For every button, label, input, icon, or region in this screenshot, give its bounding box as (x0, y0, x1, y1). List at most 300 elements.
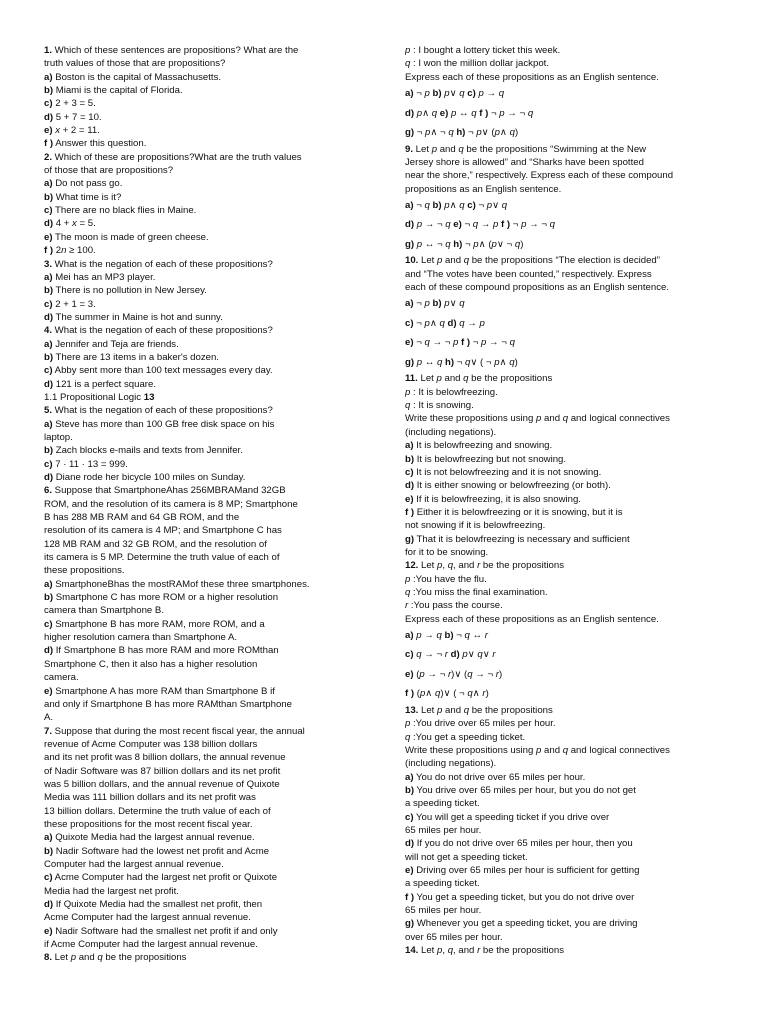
text-run: ¬ (470, 337, 482, 349)
text-run: of Nadir Software was 87 billion dollars and its net profit (44, 765, 281, 777)
text-run: and “The votes have been counted,” respectively. Express (405, 268, 652, 280)
text-line (405, 235, 735, 255)
text-line (44, 791, 364, 804)
item-label: 13. (405, 704, 419, 716)
math-variable: p (405, 386, 411, 398)
text-run: )∨ ( ¬ (440, 688, 468, 700)
item-label: g) (405, 238, 415, 250)
text-line (405, 626, 735, 646)
math-variable: q (447, 560, 454, 572)
text-run: There is no pollution in New Jersey. (53, 285, 207, 297)
text-run: ¬ (413, 337, 425, 349)
text-line (44, 57, 364, 70)
text-run: over 65 miles per hour. (405, 931, 503, 943)
math-variable: q (405, 731, 411, 743)
text-line (405, 506, 735, 519)
item-label: b) (44, 285, 54, 297)
text-run: Zach blocks e-mails and texts from Jennifer. (53, 445, 243, 457)
text-run: Driving over 65 miles per hour is sufficient for getting (413, 865, 640, 877)
text-run: , (442, 560, 448, 572)
text-run: → ¬ (422, 219, 446, 231)
text-run: The moon is made of green cheese. (52, 231, 209, 243)
text-line (44, 698, 364, 711)
text-line (44, 338, 364, 351)
text-line (405, 399, 735, 412)
item-label: g) (405, 356, 415, 368)
item-label: c) (44, 458, 53, 470)
text-run: ↔ ¬ (422, 238, 446, 250)
item-label: e) (405, 668, 414, 680)
text-run: Suppose that SmartphoneAhas 256MBRAMand 32GB (52, 485, 286, 497)
math-variable: q (431, 107, 438, 119)
text-run: Which of these are propositions?What are the truth values (52, 151, 302, 163)
text-run: be the propositions (102, 952, 187, 964)
text-run: was 5 billion dollars, and the annual revenue of Quixote (44, 778, 280, 790)
text-line (405, 84, 735, 104)
math-variable: q (509, 337, 515, 349)
text-run: Acme Computer had the largest annual revenue. (44, 912, 251, 924)
text-run: camera. (44, 672, 79, 684)
text-run: ∨ ¬ (496, 238, 515, 250)
item-label: b) (405, 453, 415, 465)
item-label: 6. (44, 485, 53, 497)
text-run: ¬ (453, 629, 465, 641)
text-line (44, 685, 364, 698)
text-line (405, 268, 735, 281)
text-line (44, 751, 364, 764)
text-run: ¬ (488, 107, 500, 119)
text-run: Let (418, 560, 438, 572)
text-run: 2 + 3 = 5. (52, 98, 96, 110)
text-run: 5 + 7 = 10. (53, 111, 102, 123)
text-run: 1.1 Propositional Logic (44, 391, 144, 403)
text-run: There are 13 items in a baker's dozen. (53, 351, 219, 363)
text-run: ∨ ( (481, 127, 495, 139)
text-run: these propositions for the most recent fiscal year. (44, 818, 253, 830)
item-label: d) (44, 899, 54, 910)
item-label: b) (429, 298, 442, 310)
item-label: d) (405, 838, 415, 850)
text-run: → ¬ (526, 219, 550, 231)
text-run: :You get a speeding ticket. (410, 731, 526, 743)
text-run: : It is snowing. (410, 400, 474, 412)
text-run: Media was 111 billion dollars and its net profit was (44, 792, 256, 804)
math-variable: p (437, 255, 443, 267)
text-run: ( (413, 668, 420, 680)
math-variable: r (495, 668, 499, 680)
text-run: Boston is the capital of Massachusetts. (52, 71, 222, 83)
text-line (405, 196, 735, 216)
text-line (44, 217, 364, 230)
text-line (405, 586, 735, 599)
text-line (405, 891, 735, 904)
item-label: h) (442, 356, 455, 368)
math-variable: q (459, 298, 465, 310)
math-variable: q (477, 649, 483, 661)
text-run: : I bought a lottery ticket this week. (410, 45, 561, 56)
item-label: h) (450, 238, 463, 250)
text-line (405, 811, 735, 824)
math-variable: q (463, 373, 469, 385)
math-variable: r (482, 688, 486, 700)
math-variable: q (562, 745, 569, 756)
text-run: be the propositions “The election is decided” (469, 255, 660, 267)
text-line (44, 738, 364, 751)
text-run: ∨ (449, 88, 460, 100)
math-variable: p (499, 107, 505, 119)
item-label: d) (44, 111, 54, 123)
item-label: d) (405, 219, 415, 231)
text-line (44, 258, 364, 271)
math-variable: p (481, 337, 487, 349)
math-variable: p (536, 413, 542, 425)
item-label: e) (450, 219, 462, 231)
text-line (44, 818, 364, 831)
text-run: ¬ (413, 199, 425, 211)
text-run: → ¬ (424, 668, 448, 680)
text-line (44, 244, 364, 257)
text-line (44, 938, 364, 951)
item-label: e) (44, 125, 53, 137)
text-line (44, 551, 364, 564)
item-label: e) (405, 337, 414, 349)
text-run: ∧ ¬ (430, 127, 449, 139)
item-label: c) (464, 88, 476, 100)
text-run: Media had the largest net profit. (44, 885, 179, 897)
math-variable: p (494, 127, 500, 139)
math-variable: r (477, 945, 481, 957)
text-line (405, 372, 735, 385)
math-variable: q (445, 238, 451, 250)
text-line (44, 458, 364, 471)
item-label: 4. (44, 325, 53, 337)
item-label: c) (405, 317, 414, 329)
math-variable: x (72, 218, 77, 230)
text-run: Quixote Media had the largest annual revenue. (52, 832, 255, 844)
text-run: SmartphoneBhas the mostRAMof these three smartphones. (52, 578, 310, 590)
item-label: 10. (405, 255, 419, 267)
text-run: Abby sent more than 100 text messages every day. (52, 365, 273, 377)
text-run: What is the negation of each of these propositions? (52, 325, 273, 337)
text-line (44, 404, 364, 417)
item-label: a) (405, 199, 414, 211)
text-line (405, 917, 735, 930)
text-run: A. (44, 712, 54, 724)
item-label: d) (44, 378, 54, 390)
text-line (405, 57, 735, 70)
math-variable: q (405, 400, 411, 412)
text-run: be the propositions (469, 704, 553, 716)
item-label: c) (405, 466, 414, 478)
item-label: c) (44, 872, 53, 884)
math-variable: p (416, 238, 423, 250)
text-line (405, 613, 735, 626)
text-line (44, 177, 364, 190)
math-variable: p (476, 127, 482, 139)
text-run: near the shore,” respectively. Express each of these compound (405, 170, 674, 182)
text-line (405, 333, 735, 353)
text-line (44, 858, 364, 871)
text-run: Acme Computer had the largest net profit or Quixote (52, 872, 278, 884)
text-run: )∨ ( (451, 668, 468, 680)
math-variable: q (424, 199, 430, 211)
text-run: ∧ ( (478, 238, 492, 250)
text-run: ∨ ( ¬ (470, 356, 495, 368)
text-run: ¬ (413, 88, 425, 100)
text-run: for it to be snowing. (405, 546, 489, 558)
text-run: ∧ (472, 688, 483, 700)
text-run: What is the negation of each of these propositions? (52, 405, 273, 417)
text-run: be the propositions (468, 373, 553, 385)
math-variable: p (424, 298, 430, 310)
text-run: not snowing if it is belowfreezing. (405, 520, 546, 532)
text-run: → (464, 317, 480, 329)
math-variable: r (405, 600, 409, 612)
math-variable: q (467, 688, 473, 700)
text-run: B has 288 MB RAM and 64 GB ROM, and the (44, 512, 240, 524)
math-variable: q (509, 127, 515, 139)
math-variable: p (444, 298, 450, 310)
text-line (405, 824, 735, 837)
text-line (44, 431, 364, 444)
item-label: d) (44, 645, 54, 657)
text-run: and logical connectives (568, 745, 670, 756)
item-label: b) (429, 199, 442, 211)
text-run: You do not drive over 65 miles per hour. (413, 771, 586, 783)
text-line (44, 725, 364, 738)
text-line (44, 391, 364, 404)
item-label: e) (405, 493, 414, 505)
text-run: Express each of these propositions as an English sentence. (405, 613, 659, 625)
text-line (405, 931, 735, 944)
math-variable: p (405, 45, 411, 56)
text-run: Smartphone A has more RAM than Smartphone B if (52, 685, 275, 697)
math-variable: p (416, 356, 423, 368)
text-run: and (541, 413, 563, 425)
item-label: a) (44, 71, 53, 83)
text-run: ∨ (492, 199, 502, 211)
item-label: a) (405, 629, 414, 641)
text-run: ∨ (467, 649, 478, 661)
item-label: 13 (143, 391, 155, 403)
text-run: ∨ (449, 298, 460, 310)
text-run: be the propositions “Swimming at the New (463, 143, 647, 155)
text-line (405, 71, 735, 84)
math-variable: q (471, 107, 477, 119)
math-variable: q (416, 649, 422, 661)
text-run: What time is it? (53, 191, 122, 203)
text-run: It is belowfreezing and snowing. (413, 440, 553, 452)
text-line (405, 353, 735, 373)
text-run: revenue of Acme Computer was 138 billion dollars (44, 738, 258, 750)
text-line (405, 493, 735, 506)
math-variable: q (463, 255, 470, 267)
text-run: → (478, 219, 494, 231)
text-run: Nadir Software had the smallest net profit if and only (52, 925, 278, 937)
item-label: a) (44, 271, 53, 283)
text-run: Smartphone B has more RAM, more ROM, and a (52, 618, 265, 630)
text-line (44, 711, 364, 724)
math-variable: p (491, 238, 497, 250)
math-variable: p (462, 649, 468, 661)
text-run: ¬ (510, 219, 522, 231)
item-label: d) (447, 649, 460, 661)
math-variable: p (419, 688, 426, 700)
item-label: d) (44, 472, 54, 483)
text-run: 4 + (53, 218, 72, 230)
math-variable: p (521, 219, 527, 231)
text-run: ∨ (482, 649, 493, 661)
text-line (405, 156, 735, 169)
math-variable: q (464, 629, 470, 641)
item-label: f ) (405, 891, 415, 903)
text-line (405, 559, 735, 572)
item-label: f ) (405, 506, 415, 518)
text-run: Let (52, 952, 71, 964)
text-run: ¬ (413, 298, 425, 310)
math-variable: q (472, 219, 479, 231)
item-label: g) (405, 533, 415, 545)
text-run: Write these propositions using (405, 413, 537, 425)
text-line (44, 164, 364, 177)
item-label: a) (405, 440, 414, 452)
text-run: and logical connectives (568, 413, 670, 425)
math-variable: q (405, 586, 411, 598)
text-run: laptop. (44, 431, 73, 443)
text-line (44, 831, 364, 844)
text-line (44, 151, 364, 164)
text-line (44, 84, 364, 97)
text-run: ↔ (456, 107, 472, 119)
item-label: c) (44, 365, 53, 377)
text-run: ¬ (413, 317, 425, 329)
text-line (405, 684, 735, 704)
item-label: 5. (44, 405, 53, 417)
item-label: c) (44, 298, 53, 310)
text-run: ) (498, 668, 503, 680)
math-variable: p (405, 573, 411, 585)
item-label: c) (464, 199, 476, 211)
text-run: and (442, 255, 464, 267)
item-label: f ) (498, 219, 511, 231)
text-run: ( (414, 688, 420, 700)
math-variable: p (424, 88, 430, 100)
item-label: b) (44, 445, 54, 457)
text-run: Let (418, 945, 438, 957)
math-variable: q (448, 127, 454, 139)
math-variable: p (437, 560, 443, 572)
math-variable: p (444, 199, 450, 211)
text-line (405, 944, 735, 957)
item-label: f ) (458, 337, 471, 349)
text-run: = 5. (76, 218, 96, 230)
text-line (405, 183, 735, 196)
text-run: (including negations). (405, 758, 497, 770)
text-run: Either it is belowfreezing or it is snowing, but it is (414, 506, 623, 518)
item-label: e) (437, 107, 449, 119)
text-run: each of these compound propositions as an English sentence. (405, 282, 670, 294)
text-line (44, 618, 364, 631)
math-variable: p (431, 143, 438, 155)
text-line (44, 137, 364, 150)
text-run: and (76, 952, 98, 964)
item-label: a) (405, 88, 414, 100)
text-run: :You pass the course. (408, 600, 503, 612)
text-line (405, 426, 735, 439)
text-run: ROM, and the resolution of its camera is 8 MP; Smartphone (44, 498, 298, 510)
math-variable: p (405, 718, 411, 730)
text-run: higher resolution camera than Smartphone A. (44, 632, 238, 644)
text-run: → (421, 629, 437, 641)
item-label: e) (44, 925, 53, 937)
text-run: ) (514, 127, 519, 139)
text-run: be the propositions (480, 945, 565, 957)
text-run: 128 MB RAM and 32 GB ROM, and the resolution of (44, 538, 267, 550)
text-run: and (441, 373, 464, 385)
left-column (44, 44, 364, 965)
text-line (44, 191, 364, 204)
item-label: c) (405, 649, 414, 661)
math-variable: q (436, 629, 442, 641)
text-line (44, 604, 364, 617)
math-variable: r (492, 649, 496, 661)
text-run: It is either snowing or belowfreezing (or both). (414, 480, 611, 492)
text-line (405, 281, 735, 294)
text-run: Whenever you get a speeding ticket, you are driving (414, 918, 638, 930)
item-label: b) (44, 351, 54, 363)
text-line (44, 364, 364, 377)
text-run: It is belowfreezing but not snowing. (414, 453, 567, 465)
math-variable: p (536, 745, 542, 756)
math-variable: p (453, 337, 459, 349)
item-label: b) (429, 88, 442, 100)
item-label: a) (405, 771, 414, 783)
text-run: Smartphone C, then it also has a higher resolution (44, 658, 258, 670)
text-run: be the propositions (480, 560, 565, 572)
math-variable: p (486, 199, 493, 211)
item-label: h) (453, 127, 466, 139)
text-run: ∧ (422, 107, 432, 119)
text-run: → ¬ (504, 107, 528, 119)
text-run: truth values of those that are propositions? (44, 58, 226, 70)
text-line (44, 925, 364, 938)
math-variable: q (458, 143, 464, 155)
text-run: : It is belowfreezing. (410, 386, 498, 398)
item-label: a) (405, 298, 414, 310)
text-run: You get a speeding ticket, but you do not drive over (414, 891, 635, 903)
math-variable: p (425, 127, 431, 139)
text-line (405, 123, 735, 143)
text-line (44, 378, 364, 391)
text-run: ) (485, 688, 489, 700)
item-label: 14. (405, 945, 419, 957)
text-run: Which of these sentences are propositions? What are the (52, 45, 299, 56)
text-run: Steve has more than 100 GB free disk space on his (52, 418, 275, 430)
text-line (405, 744, 735, 757)
text-run: There are no black flies in Maine. (52, 205, 197, 217)
item-label: b) (44, 85, 54, 97)
text-run: ¬ (414, 127, 425, 139)
text-line (44, 97, 364, 110)
text-line (44, 885, 364, 898)
text-run: and only if Smartphone B has more RAMthan Smartphone (44, 698, 292, 710)
text-run: if Acme Computer had the largest annual revenue. (44, 939, 258, 951)
math-variable: q (465, 356, 471, 368)
text-run: If you do not drive over 65 miles per hour, then you (414, 838, 633, 850)
math-variable: q (459, 317, 465, 329)
text-run: these propositions. (44, 565, 125, 577)
text-run: resolution of its camera is 4 MP; and Smartphone C has (44, 525, 282, 537)
